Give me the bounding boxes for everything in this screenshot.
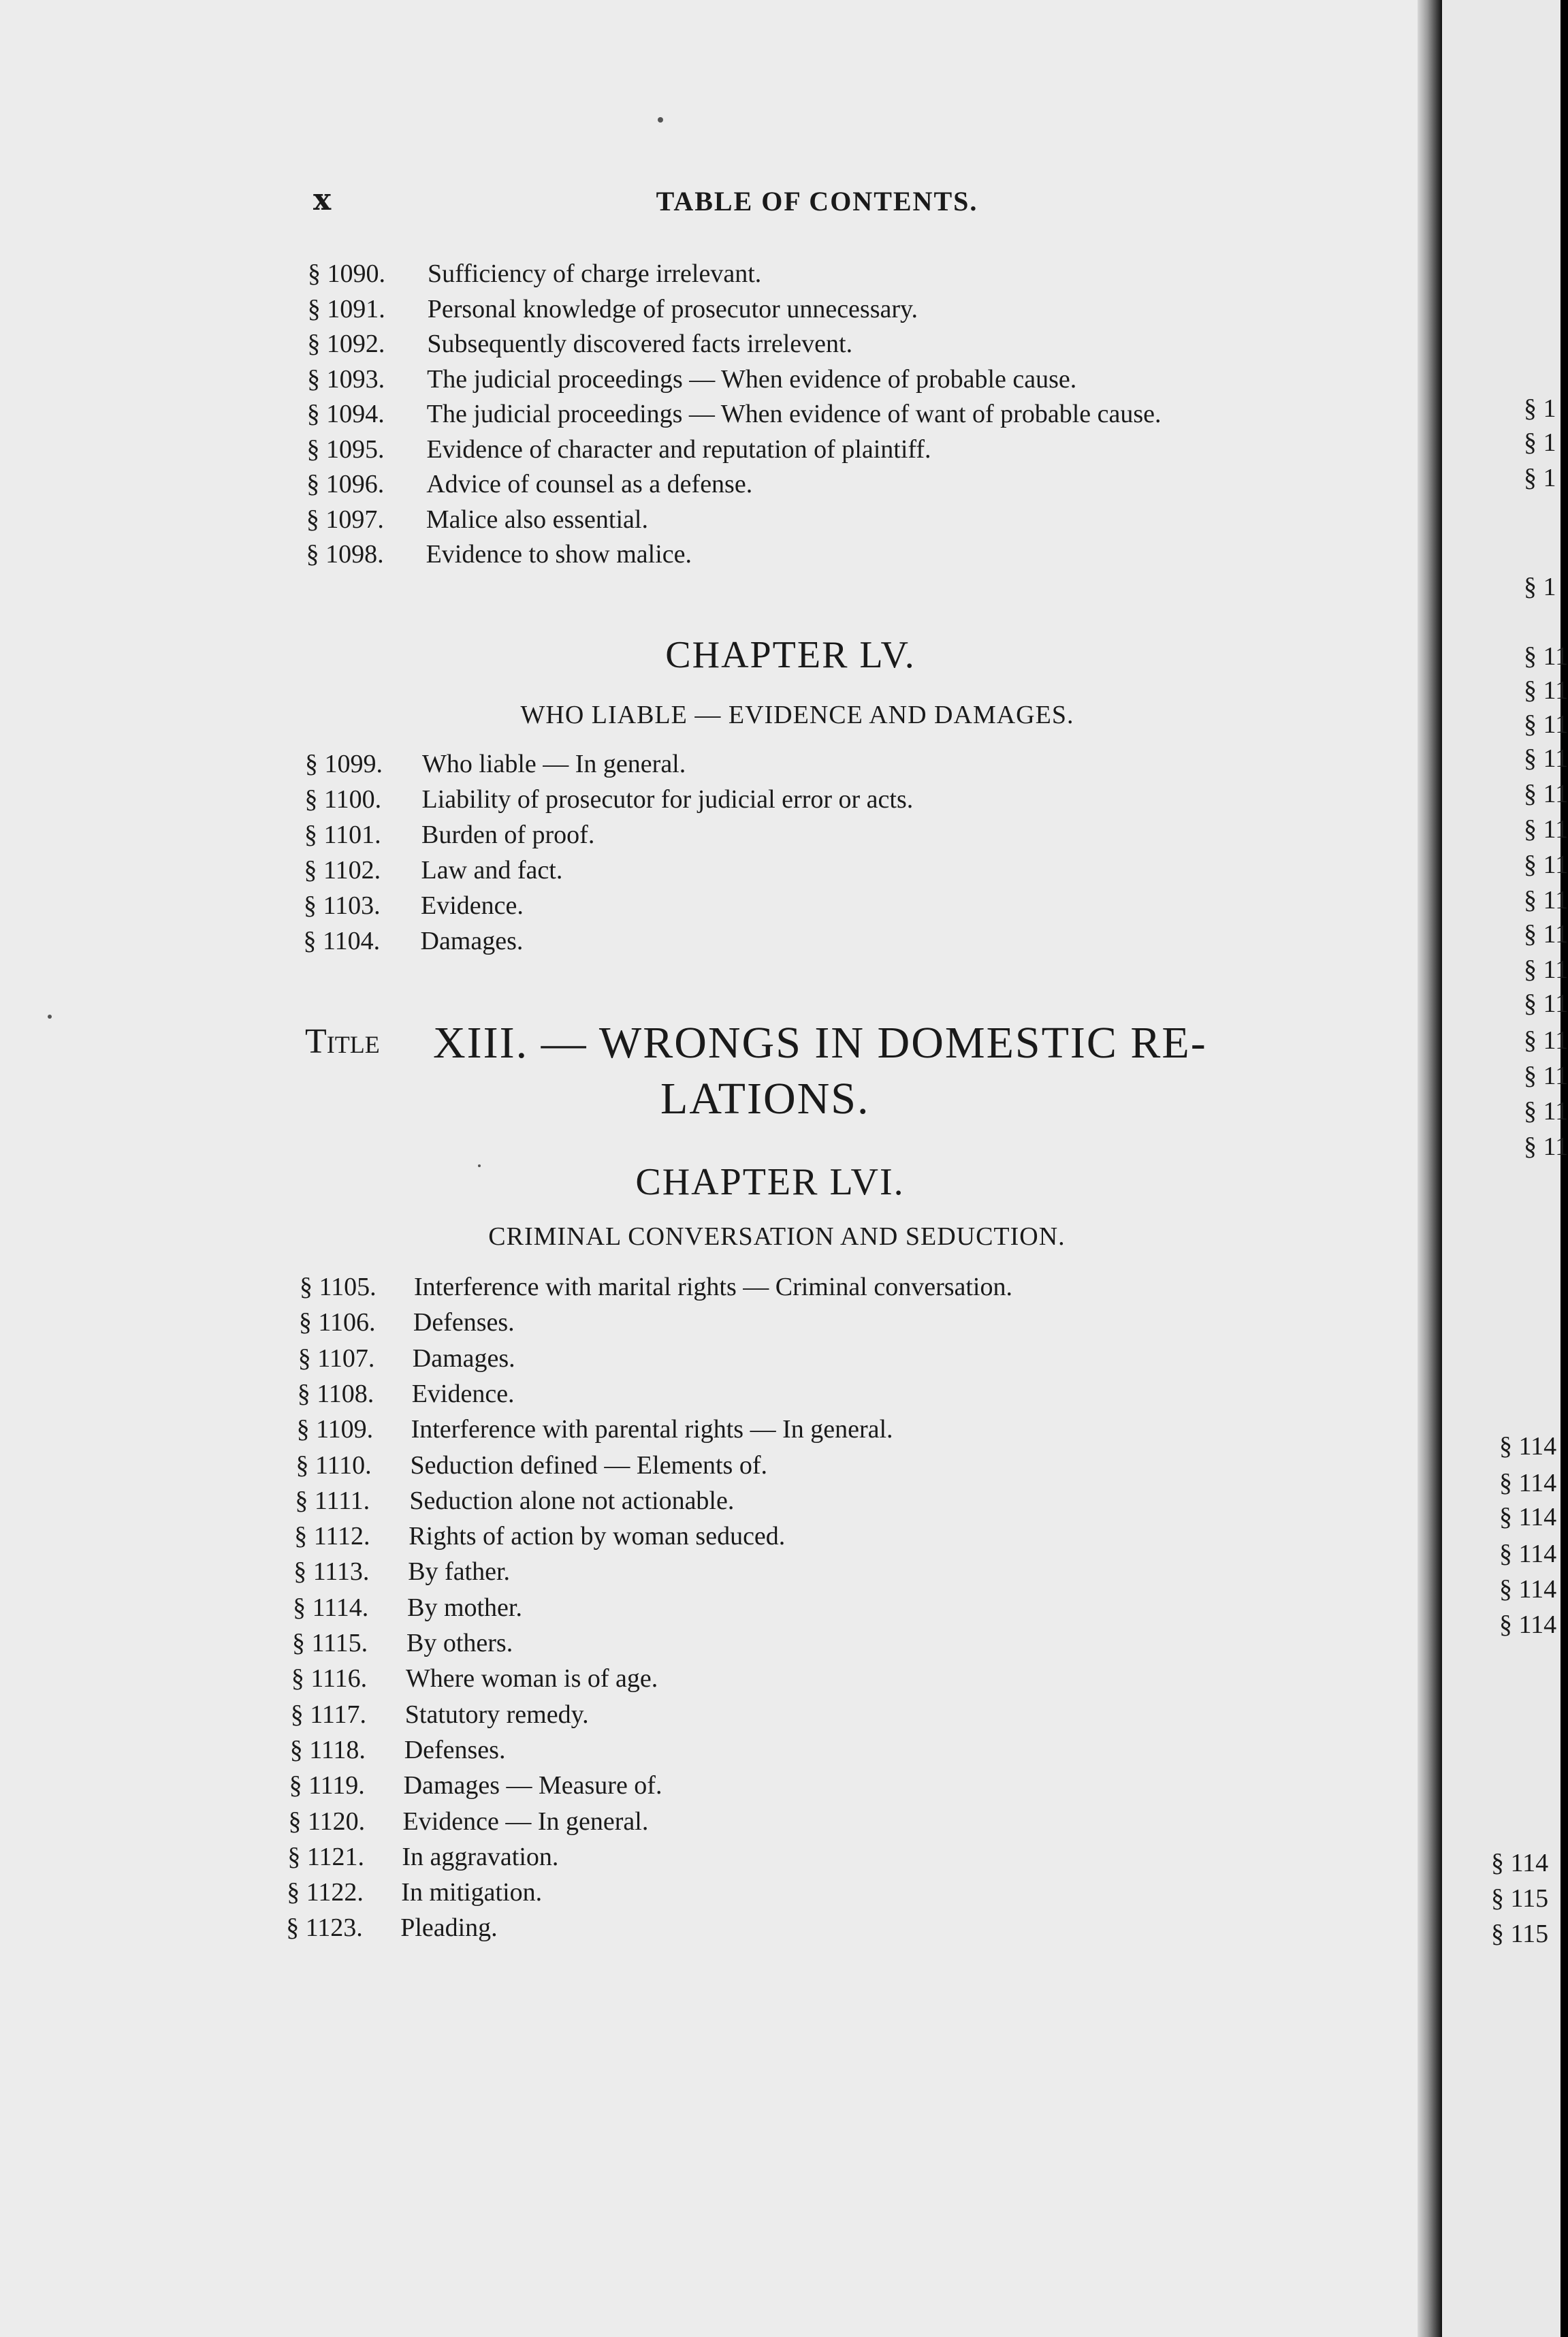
facing-page-fragment: § 1: [1524, 464, 1556, 492]
section-title: Damages.: [420, 927, 524, 955]
facing-page-fragment: § 11: [1524, 850, 1568, 879]
section-number: § 1108.: [297, 1379, 374, 1408]
page-header: [313, 182, 1321, 223]
section-number: § 1120.: [288, 1807, 366, 1836]
facing-page-fragment: § 11: [1524, 1097, 1568, 1126]
section-number: § 1123.: [286, 1913, 363, 1943]
section-number: § 1121.: [287, 1842, 364, 1871]
page-number: x: [313, 182, 332, 217]
section-title: Damages.: [412, 1344, 515, 1373]
facing-page-fragment: § 1: [1524, 394, 1556, 423]
section-title: Pleading.: [400, 1913, 498, 1943]
section-number: § 1100.: [304, 785, 382, 814]
section-title: Subsequently discovered facts irrelevent.: [427, 330, 853, 358]
facing-page-fragment: § 11: [1524, 744, 1568, 773]
section-title: Seduction alone not actionable.: [409, 1486, 735, 1515]
section-title: By father.: [408, 1557, 511, 1587]
section-number: § 1094.: [306, 400, 385, 428]
section-number: § 1118.: [289, 1735, 366, 1764]
section-number: § 1093.: [307, 364, 385, 394]
chapter-55-subtitle: WHO LIABLE — EVIDENCE AND DAMAGES.: [520, 701, 1074, 729]
section-title: Defenses.: [413, 1308, 515, 1337]
facing-page-fragment: § 11: [1524, 815, 1568, 844]
section-title: Advice of counsel as a defense.: [426, 470, 753, 498]
section-number: § 1090.: [308, 259, 385, 288]
facing-page-fragment: § 11: [1524, 920, 1568, 949]
facing-page-fragment: § 11: [1524, 780, 1568, 808]
ink-speck: [478, 1164, 481, 1167]
section-number: § 1109.: [296, 1415, 374, 1444]
section-number: § 1106.: [298, 1308, 376, 1337]
facing-page-fragment: § 11: [1524, 886, 1568, 915]
section-number: § 1110.: [295, 1450, 372, 1480]
section-title: Evidence to show malice.: [426, 540, 692, 569]
facing-page-fragment: § 11: [1524, 1026, 1568, 1055]
chapter-56-title: CHAPTER LVI.: [635, 1161, 905, 1203]
section-title: Interference with parental rights — In general.: [411, 1415, 893, 1444]
section-title: The judicial proceedings — When evidence of probable cause.: [427, 364, 1077, 394]
facing-page-fragment: § 114: [1499, 1575, 1557, 1604]
facing-page-fragment: § 114: [1499, 1432, 1557, 1461]
ink-speck: [48, 1015, 52, 1019]
facing-page-fragment: § 11: [1524, 1132, 1568, 1161]
section-title: Liability of prosecutor for judicial error or acts.: [421, 785, 914, 814]
title-13-label: Title: [305, 1022, 380, 1061]
section-title: Burden of proof.: [421, 821, 595, 849]
section-number: § 1102.: [304, 856, 381, 885]
facing-page-fragment: § 11: [1524, 1062, 1568, 1090]
section-title: Who liable — In general.: [422, 750, 686, 778]
section-number: § 1119.: [289, 1771, 365, 1800]
facing-page-fragment: § 11: [1524, 710, 1568, 739]
title-13-line-1: XIII. — WRONGS IN DOMESTIC RE-: [433, 1018, 1207, 1068]
section-title: Seduction defined — Elements of.: [410, 1450, 767, 1480]
section-title: Interference with marital rights — Criminal conversation.: [414, 1273, 1012, 1301]
section-title: The judicial proceedings — When evidence of want of probable cause.: [426, 400, 1162, 428]
facing-page-fragment: § 1: [1524, 573, 1556, 601]
section-number: § 1104.: [303, 927, 381, 955]
section-number: § 1098.: [306, 540, 384, 569]
section-title: Statutory remedy.: [404, 1700, 589, 1729]
facing-page-fragment: § 1: [1524, 428, 1556, 457]
section-number: § 1107.: [298, 1344, 375, 1373]
section-title: In mitigation.: [401, 1878, 543, 1907]
section-title: Evidence of character and reputation of plaintiff.: [426, 434, 931, 464]
section-title: Evidence.: [421, 891, 524, 920]
facing-page-fragment: § 11: [1524, 676, 1568, 705]
section-title: Evidence — In general.: [402, 1807, 649, 1836]
facing-page-fragment: § 114: [1499, 1503, 1557, 1531]
facing-page-fragment: § 11: [1524, 642, 1568, 671]
facing-page-fragment: § 11: [1524, 955, 1568, 984]
section-number: § 1114.: [293, 1593, 369, 1622]
section-number: § 1116.: [291, 1664, 368, 1694]
section-number: § 1095.: [306, 434, 385, 464]
section-number: § 1112.: [294, 1522, 370, 1551]
facing-page-fragment: § 114: [1499, 1469, 1557, 1497]
section-title: Where woman is of age.: [405, 1664, 658, 1694]
section-title: Evidence.: [411, 1379, 515, 1408]
title-13-line-2: LATIONS.: [660, 1074, 870, 1124]
section-number: § 1091.: [307, 294, 385, 323]
chapter-55-title: CHAPTER LV.: [665, 634, 916, 676]
facing-page-fragment: § 11: [1524, 989, 1568, 1018]
section-number: § 1115.: [292, 1629, 368, 1657]
section-title: Malice also essential.: [426, 505, 648, 534]
section-number: § 1111.: [295, 1486, 370, 1515]
section-number: § 1099.: [305, 750, 383, 778]
section-title: In aggravation.: [402, 1842, 559, 1871]
section-number: § 1101.: [304, 821, 381, 849]
facing-page-fragment: § 114: [1491, 1849, 1549, 1877]
facing-page-fragment: § 114: [1499, 1610, 1557, 1639]
section-number: § 1105.: [300, 1273, 377, 1301]
section-number: § 1103.: [304, 891, 381, 920]
section-number: § 1096.: [306, 470, 385, 498]
facing-page-fragment: § 115: [1491, 1920, 1549, 1948]
section-title: Damages — Measure of.: [403, 1771, 662, 1800]
section-title: Personal knowledge of prosecutor unnecessary.: [427, 294, 918, 323]
section-number: § 1097.: [306, 505, 384, 534]
book-gutter: [1418, 0, 1442, 2337]
running-title: TABLE OF CONTENTS.: [656, 186, 978, 217]
section-number: § 1092.: [307, 330, 385, 358]
section-title: By others.: [406, 1629, 513, 1657]
section-number: § 1113.: [293, 1557, 370, 1587]
section-number: § 1117.: [290, 1700, 366, 1729]
section-title: Defenses.: [404, 1735, 506, 1764]
section-title: Sufficiency of charge irrelevant.: [428, 259, 762, 288]
section-title: Rights of action by woman seduced.: [409, 1522, 786, 1551]
chapter-56-subtitle: CRIMINAL CONVERSATION AND SEDUCTION.: [488, 1222, 1066, 1251]
section-title: Law and fact.: [421, 856, 563, 885]
facing-page-fragment: § 114: [1499, 1540, 1557, 1568]
section-number: § 1122.: [287, 1878, 364, 1907]
section-title: By mother.: [407, 1593, 522, 1622]
facing-page: [1442, 0, 1568, 2337]
ink-speck: [658, 117, 663, 123]
facing-page-fragment: § 115: [1491, 1884, 1549, 1913]
